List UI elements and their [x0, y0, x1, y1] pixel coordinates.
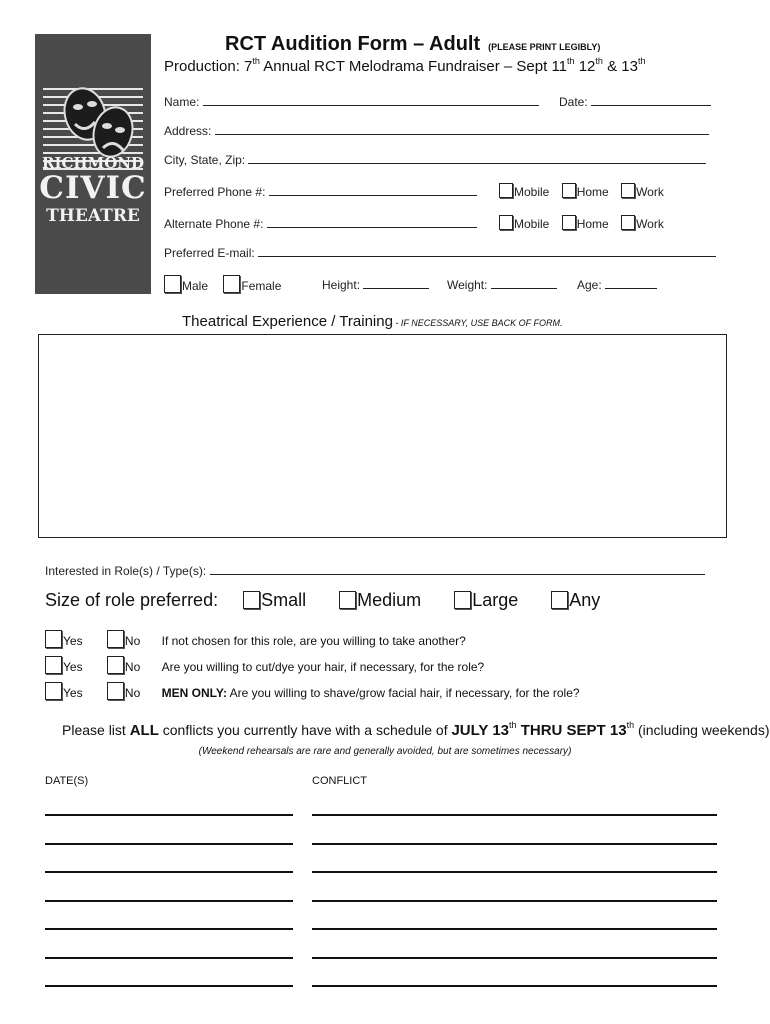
large-checkbox[interactable] [454, 591, 471, 609]
interested-roles-line[interactable] [210, 574, 705, 575]
preferred-phone-types: Mobile Home Work [499, 183, 664, 199]
q3-yes-checkbox[interactable] [45, 682, 62, 700]
city-field[interactable] [164, 153, 706, 167]
weekend-note: (Weekend rehearsals are rare and generally avoided, but are sometimes necessary) [198, 746, 572, 757]
date-entry-line[interactable] [45, 814, 293, 816]
work-checkbox[interactable] [621, 183, 635, 198]
logo-line2: CIVIC [39, 170, 147, 206]
conflict-column-header: CONFLICT [312, 775, 367, 787]
date-entry-line[interactable] [45, 900, 293, 902]
date-entry-line[interactable] [45, 871, 293, 873]
interested-roles-field[interactable]: Interested in Role(s) / Type(s): [45, 564, 705, 578]
conflict-entry-line[interactable] [312, 814, 717, 816]
alt-mobile-checkbox[interactable] [499, 215, 513, 230]
female-checkbox[interactable] [223, 275, 240, 293]
question-3-text: Are you willing to shave/grow facial hair, if necessary, for the role? [226, 686, 580, 700]
height-line[interactable] [363, 288, 429, 289]
production-line: Production: 7th Annual RCT Melodrama Fundraiser – Sept 11th 12th & 13th [164, 56, 646, 75]
date-label: Date: [559, 95, 588, 109]
alternate-phone-line[interactable] [267, 227, 477, 228]
conflict-entry-line[interactable] [312, 957, 717, 959]
small-checkbox[interactable] [243, 591, 260, 609]
conflicts-instruction: Please list ALL conflicts you currently have with a schedule of JULY 13th THRU SEPT 13th (including weekends) [62, 720, 770, 739]
conflict-entry-line[interactable] [312, 985, 717, 987]
weight-field[interactable]: Weight: [447, 278, 557, 292]
form-title [225, 33, 600, 56]
men-only-label: MEN ONLY: [161, 686, 227, 700]
conflict-entry-line[interactable] [312, 928, 717, 930]
alternate-phone-label: Alternate Phone #: [164, 217, 264, 231]
any-checkbox[interactable] [551, 591, 568, 609]
date-entry-line[interactable] [45, 928, 293, 930]
male-checkbox[interactable] [164, 275, 181, 293]
address-label: Address: [164, 124, 212, 138]
conflict-entry-line[interactable] [312, 871, 717, 873]
email-label: Preferred E-mail: [164, 246, 255, 260]
alternate-phone-types: Mobile Home Work [499, 215, 664, 231]
question-1-text: If not chosen for this role, are you willing to take another? [161, 634, 466, 648]
question-2-row: Yes No Are you willing to cut/dye your hair, if necessary, for the role? [45, 656, 484, 674]
mobile-checkbox[interactable] [499, 183, 513, 198]
date-line[interactable] [591, 105, 711, 106]
alt-home-checkbox[interactable] [562, 215, 576, 230]
city-line[interactable] [248, 163, 706, 164]
logo-line1: RICHMOND [42, 154, 144, 172]
question-2-text: Are you willing to cut/dye your hair, if necessary, for the role? [161, 660, 485, 674]
q2-no-checkbox[interactable] [107, 656, 124, 674]
date-entry-line[interactable] [45, 843, 293, 845]
q1-yes-checkbox[interactable] [45, 630, 62, 648]
date-entry-line[interactable] [45, 957, 293, 959]
name-label: Name: [164, 95, 200, 109]
email-line[interactable] [258, 256, 716, 257]
experience-heading: Theatrical Experience / Training - IF NECESSARY, USE BACK OF FORM. [182, 313, 563, 330]
age-field[interactable]: Age: [577, 278, 657, 292]
date-field[interactable] [559, 95, 711, 109]
size-label: Size of role preferred: [45, 590, 219, 610]
date-entry-line[interactable] [45, 985, 293, 987]
city-label: City, State, Zip: [164, 153, 246, 167]
preferred-phone-label: Preferred Phone #: [164, 185, 266, 199]
address-line[interactable] [215, 134, 709, 135]
theatre-logo [35, 34, 151, 294]
name-field[interactable] [164, 95, 539, 109]
q3-no-checkbox[interactable] [107, 682, 124, 700]
medium-checkbox[interactable] [339, 591, 356, 609]
logo-line3: THEATRE [46, 206, 140, 226]
question-3-row: Yes No MEN ONLY: Are you willing to shave/grow facial hair, if necessary, for the role? [45, 682, 580, 700]
q2-yes-checkbox[interactable] [45, 656, 62, 674]
form-title-text: RCT Audition Form – Adult [225, 33, 481, 55]
home-checkbox[interactable] [562, 183, 576, 198]
preferred-phone-line[interactable] [269, 195, 477, 196]
height-field[interactable]: Height: [322, 278, 429, 292]
name-line[interactable] [203, 105, 539, 106]
question-1-row: Yes No If not chosen for this role, are you willing to take another? [45, 630, 466, 648]
address-field[interactable] [164, 124, 709, 138]
q1-no-checkbox[interactable] [107, 630, 124, 648]
dates-column-header: DATE(S) [45, 775, 89, 787]
alternate-phone-field[interactable] [164, 217, 477, 231]
age-line[interactable] [605, 288, 657, 289]
preferred-phone-field[interactable] [164, 185, 477, 199]
size-of-role-row: Size of role preferred: Small Medium Large Any [45, 590, 601, 610]
weight-line[interactable] [491, 288, 557, 289]
gender-row: Male Female [164, 275, 281, 293]
email-field[interactable] [164, 246, 716, 260]
title-note: (PLEASE PRINT LEGIBLY) [488, 42, 601, 52]
experience-textbox[interactable] [38, 334, 727, 538]
conflict-entry-line[interactable] [312, 843, 717, 845]
alt-work-checkbox[interactable] [621, 215, 635, 230]
conflict-entry-line[interactable] [312, 900, 717, 902]
